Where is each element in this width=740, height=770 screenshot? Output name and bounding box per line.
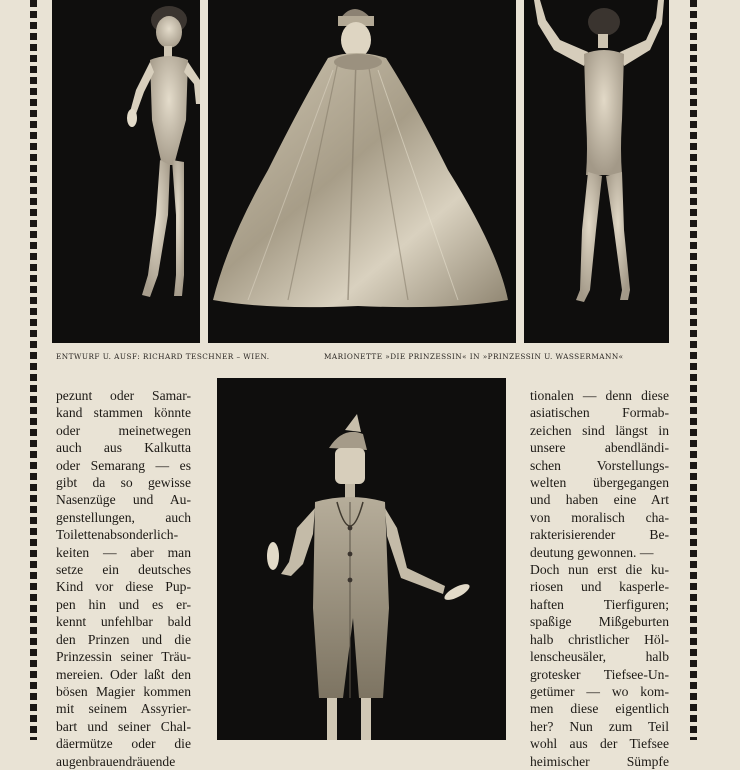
text-line: welten übergegangen <box>530 475 669 491</box>
text-line: keiten — aber man <box>56 544 191 560</box>
text-line: Toilettenabsonderlich- <box>56 527 179 543</box>
text-line: getümer — wo kom- <box>530 683 669 699</box>
caption-marionette: MARIONETTE »DIE PRINZESSIN« IN »PRINZESSIN U. WASSERMANN« <box>324 352 624 361</box>
text-line: den Prinzen und die <box>56 631 191 647</box>
photo-marionette-dressed <box>217 378 506 740</box>
text-line: und haben eine Art <box>530 492 669 508</box>
text-column-left <box>56 387 191 770</box>
text-line: Nasenzüge und Au- <box>56 492 191 508</box>
text-line: oder Semarang — es <box>56 457 191 473</box>
text-line: heimischer Sümpfe <box>530 753 669 769</box>
text-line: von moralisch cha- <box>530 509 669 525</box>
photo-marionette-front <box>52 0 200 343</box>
text-line: haften Tierfiguren; <box>530 596 669 612</box>
text-line: pezunt oder Samar- <box>56 388 191 403</box>
text-line: her? Nun zum Teil <box>530 718 669 734</box>
caption-designer: ENTWURF U. AUSF: RICHARD TESCHNER – WIEN. <box>56 352 270 361</box>
text-line: kand stammen könnte <box>56 405 191 421</box>
text-line: asiatischen Formab- <box>530 405 669 421</box>
text-line: halb christlicher Höl- <box>530 631 669 647</box>
text-line: wohl aus der Tiefsee <box>530 736 669 752</box>
text-line: genstellungen, auch <box>56 509 191 525</box>
text-line: mereien. Oder laßt den <box>56 666 191 682</box>
text-line: spaßige Mißgeburten <box>530 614 669 630</box>
text-line: bösen Magier kommen <box>56 683 191 699</box>
text-line: kennt unfehlbar bald <box>56 614 191 630</box>
text-line: zeichen sind längst in <box>530 422 669 438</box>
text-line: bart und seiner Chal- <box>56 718 191 734</box>
text-line: tionalen — denn diese <box>530 388 669 403</box>
right-dashed-border <box>690 0 697 740</box>
text-line: augenbrauendräuende <box>56 753 176 769</box>
text-line: auch aus Kalkutta <box>56 440 191 456</box>
text-line: pen hin und es er- <box>56 596 191 612</box>
text-line: men diese eigentlich <box>530 701 669 717</box>
text-line: Doch nun erst die ku- <box>530 562 669 578</box>
text-line: mit seinem Assyrier- <box>56 701 191 717</box>
text-line: setze ein deutsches <box>56 562 191 578</box>
text-line: unsere abendländi- <box>530 440 669 456</box>
photo-princess-cape <box>208 0 516 343</box>
photo-marionette-back <box>524 0 669 343</box>
text-line: däermütze oder die <box>56 736 191 752</box>
text-line: rakterisierender Be- <box>530 527 669 543</box>
text-line: Prinzessin seiner Träu- <box>56 649 191 665</box>
text-line: riosen und kasperle- <box>530 579 669 595</box>
text-line: deutung gewonnen. — <box>530 544 654 560</box>
text-line: Kind vor diese Pup- <box>56 579 191 595</box>
text-line: schen Vorstellungs- <box>530 457 669 473</box>
text-line: oder meinetwegen <box>56 422 191 438</box>
text-line: lenscheusäler, halb <box>530 649 669 665</box>
text-line: grotesker Tiefsee-Un- <box>530 666 669 682</box>
text-line: gibt da so gewisse <box>56 475 191 491</box>
text-column-right <box>530 387 669 770</box>
left-dashed-border <box>30 0 37 740</box>
